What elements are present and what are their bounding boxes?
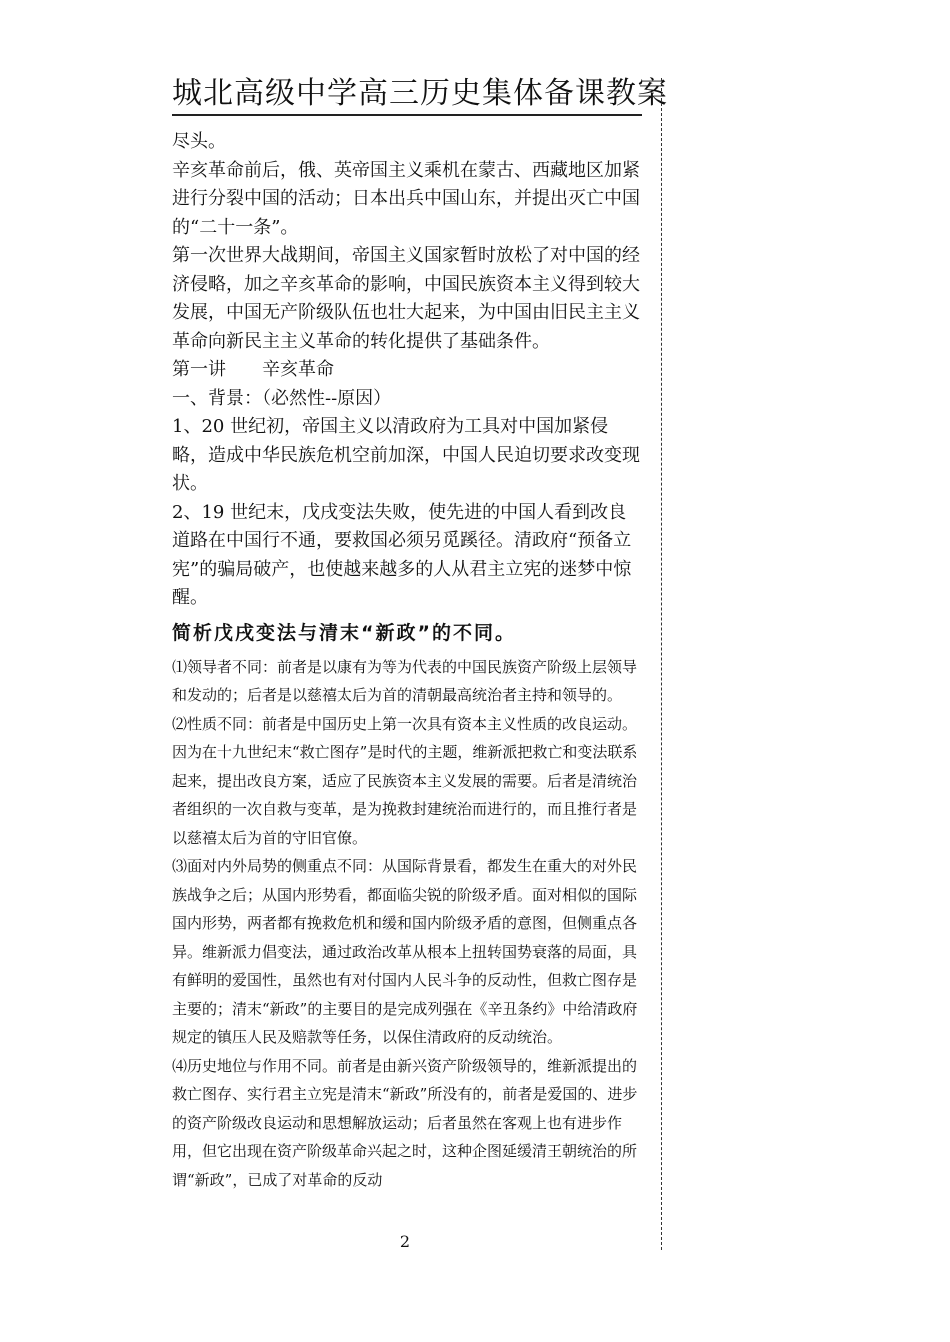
analysis-item-4: ⑷历史地位与作用不同。前者是由新兴资产阶级领导的，维新派提出的救亡图存、实行君主立宪是清末“新政”所没有的，前者是爱国的、进步的资产阶级改良运动和思想解放运动；后者虽然在客观上也有进步作用，但它出现在资产阶级革命兴起之时，这种企图延缓清王朝统治的所谓“新政”，已成了对革命的反动	[172, 1056, 638, 1189]
page-number: 2	[399, 1232, 411, 1251]
paragraph-split-activities: 辛亥革命前后，俄、英帝国主义乘机在蒙古、西藏地区加紧进行分裂中国的活动；日本出兵中国山东，并提出灭亡中国的“二十一条”。	[172, 159, 640, 238]
background-heading: 一、背景：（必然性--原因）	[172, 387, 392, 409]
paragraph-wwi-period: 第一次世界大战期间，帝国主义国家暂时放松了对中国的经济侵略，加之辛亥革命的影响，中国民族资本主义得到较大发展，中国无产阶级队伍也壮大起来，为中国由旧民主主义革命向新民主主义革命的转化提供了基础条件。	[172, 245, 640, 352]
analysis-item-1: ⑴领导者不同：前者是以康有为等为代表的中国民族资产阶级上层领导和发动的；后者是以慈禧太后为首的清朝最高统治者主持和领导的。	[172, 657, 638, 704]
background-point-2: 2、19 世纪末，戊戌变法失败，使先进的中国人看到改良道路在中国行不通，要救国必须另觅蹊径。清政府“预备立宪”的骗局破产，也使越来越多的人从君主立宪的迷梦中惊醒。	[172, 501, 632, 608]
background-point-1: 1、20 世纪初，帝国主义以清政府为工具对中国加紧侵略，造成中华民族危机空前加深，中国人民迫切要求改变现状。	[172, 416, 640, 494]
analysis-item-3: ⑶面对内外局势的侧重点不同：从国际背景看，都发生在重大的对外民族战争之后；从国内形势看，都面临尖锐的阶级矛盾。面对相似的国际国内形势，两者都有挽救危机和缓和国内阶级矛盾的意图，但侧重点各异。维新派力倡变法，通过政治改革从根本上扭转国势衰落的局面，具有鲜明的爱国性，虽然也有对付国内人民斗争的反动性，但救亡图存是主要的；清末“新政”的主要目的是完成列强在《辛丑条约》中给清政府规定的镇压人民及赔款等任务，以保住清政府的反动统治。	[172, 857, 638, 1046]
binding-dashed-line	[661, 78, 662, 1250]
page-header-title: 城北高级中学高三历史集体备课教案	[172, 74, 642, 116]
analysis-item-2: ⑵性质不同：前者是中国历史上第一次具有资本主义性质的改良运动。因为在十九世纪末“救亡图存”是时代的主题，维新派把救亡和变法联系起来，提出改良方案，适应了民族资本主义发展的需要。后者是清统治者组织的一次自救与变革，是为挽救封建统治而进行的，而且推行者是以慈禧太后为首的守旧官僚。	[172, 714, 638, 847]
analysis-heading: 简析戊戌变法与清末“新政”的不同。	[172, 621, 516, 644]
lecture-title: 第一讲 辛亥革命	[172, 359, 334, 380]
paragraph-continuation: 尽头。	[172, 131, 226, 152]
page-body	[172, 128, 644, 1194]
